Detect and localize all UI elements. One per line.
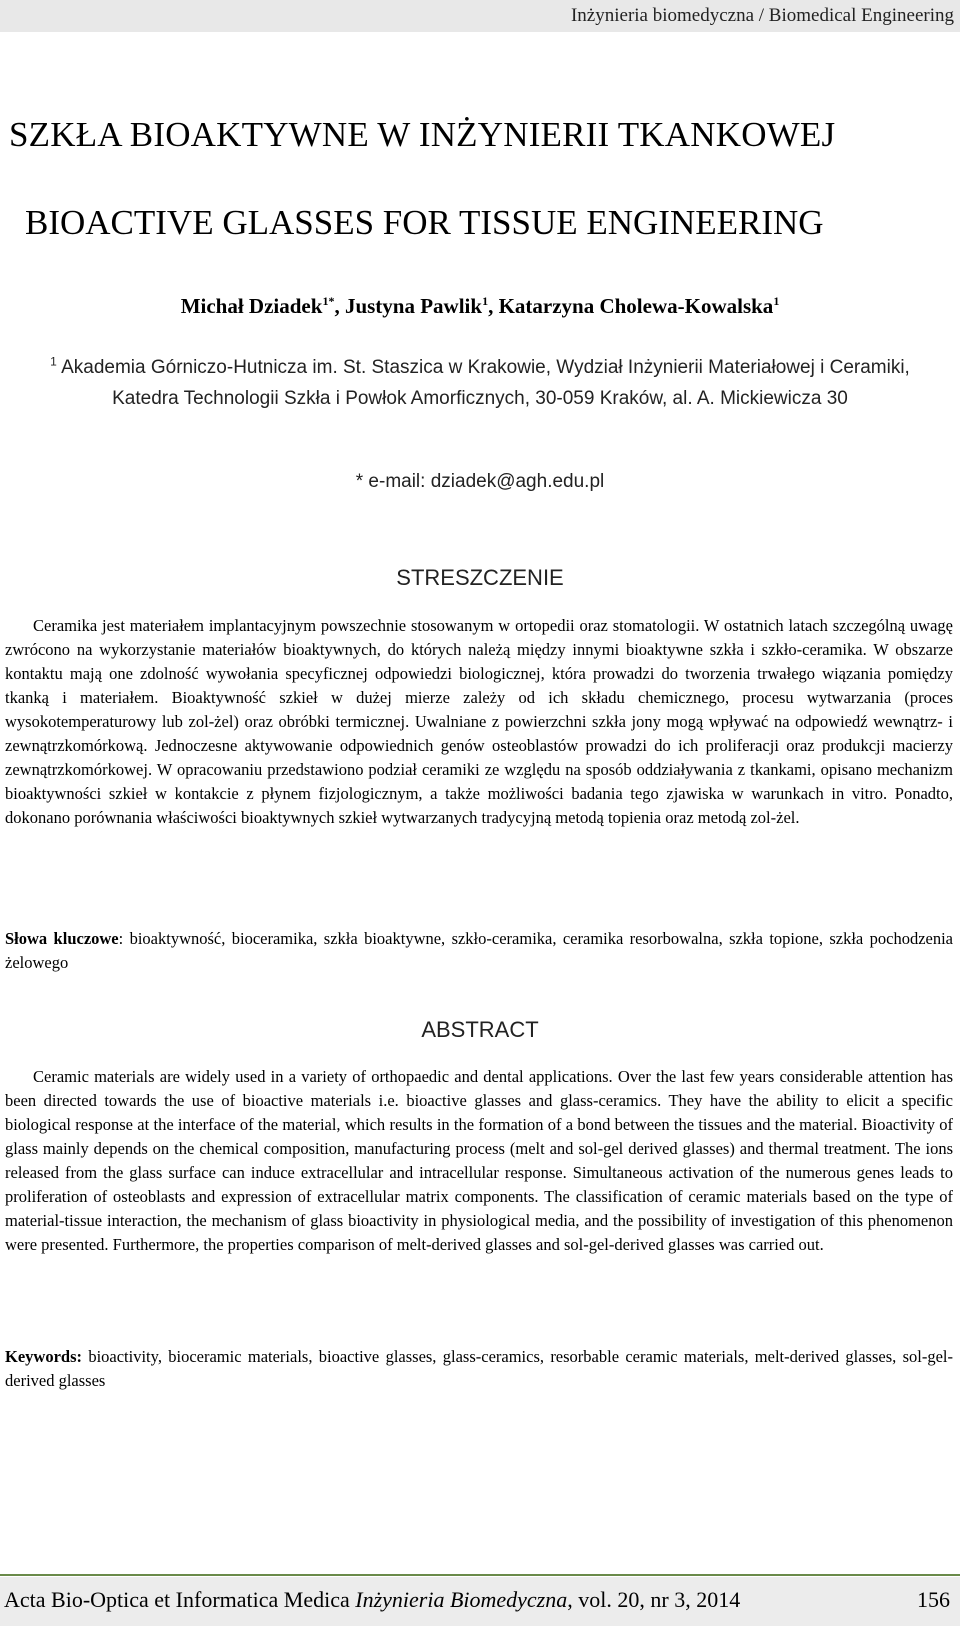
author-name: Justyna Pawlik — [344, 294, 483, 318]
affiliation — [40, 352, 920, 414]
slowa-kluczowe — [5, 927, 953, 975]
running-header-band — [0, 0, 960, 32]
author-affiliation-marker: 1* — [322, 294, 335, 308]
affiliation-text: Akademia Górniczo-Hutnicza im. St. Staszica w Krakowie, Wydział Inżynierii Materiałowej i Ceramiki, Katedra Technologii Szkła i Powłok Amorficznych, 30-059 Kraków, al. A. Mickiewicza 30 — [56, 357, 910, 409]
title-english: BIOACTIVE GLASSES FOR TISSUE ENGINEERING — [25, 203, 824, 242]
streszczenie-paragraph: Ceramika jest materiałem implantacyjnym powszechnie stosowanym w ortopedii oraz stomatologii. W ostatnich latach szczególną uwagę zwrócono na wykorzystanie materiałów bioaktywnych, do których należą między innymi bioaktywne szkła i szkło-ceramika. W obszarze kontaktu mają one zdolność wywołania specyficznej odpowiedzi biologicznej, która prowadzi do tworzenia trwałego wiązania pomiędzy tkanką i materiałem. Bioaktywność szkieł w dużej mierze zależy od ich składu chemicznego, procesu wytwarzania (proces wysokotemperaturowy lub zol-żel) oraz obróbki termicznej. Uwalniane z powierzchni szkła jony mogą wpływać na odpowiedź wewnątrz- i zewnątrzkomórkową. Jednoczesne aktywowanie odpowiednich genów osteoblastów prowadzi do ich proliferacji oraz produkcji macierzy zewnątrzkomórkowej. W opracowaniu przedstawiono podział ceramiki ze względu na sposób oddziaływania z tkankami, opisano mechanizm bioaktywności szkieł w kontakcie z płynem fizjologicznym, a także możliwości badania tego zjawiska w warunkach in vitro. Ponadto, dokonano porównania właściwości bioaktywnych szkieł wytwarzanych tradycyjną metodą topienia oraz metodą zol-żel. — [5, 616, 953, 827]
author-affiliation-marker: 1 — [773, 294, 780, 308]
running-header-title: Inżynieria biomedyczna / Biomedical Engineering — [570, 5, 954, 26]
page-number: 156 — [917, 1587, 950, 1612]
author-list — [0, 294, 960, 319]
footer-journal-italic: Inżynieria Biomedyczna — [355, 1587, 568, 1612]
author-name: Katarzyna Cholewa-Kowalska — [498, 294, 774, 318]
author-affiliation-marker: 1 — [482, 294, 489, 308]
author-separator: , — [334, 294, 345, 318]
author-separator: , — [488, 294, 499, 318]
abstract-paragraph: Ceramic materials are widely used in a variety of orthopaedic and dental applications. Over the last few years considerable attention has been directed towards the use of bioactive materials i.e. bioactive glasses and glass-ceramics. They have the ability to elicit a specific biological response at the interface of the material, which results in the formation of a bond between the tissues and the material. Bioactivity of glass mainly depends on the chemical composition, manufacturing process (melt and sol-gel derived glasses) and thermal treatment. The ions released from the glass surface can induce extracellular and intracellular response. Simultaneous activation of the numerous genes leads to proliferation of osteoblasts and expression of extracellular matrix components. The classification of ceramic materials based on the type of material-tissue interaction, the mechanism of glass bioactivity in physiological media, and the possibility of investigation of this phenomenon were presented. Furthermore, the properties comparison of melt-derived glasses and sol-gel-derived glasses was carried out. — [5, 1067, 953, 1254]
abstract-heading: ABSTRACT — [421, 1017, 539, 1042]
slowa-kluczowe-label: Słowa kluczowe — [5, 929, 119, 948]
footer-journal-citation — [4, 1587, 740, 1613]
footer-volume: , vol. 20, nr 3, 2014 — [567, 1587, 741, 1612]
footer-journal-name: Acta Bio-Optica et Informatica Medica — [4, 1587, 356, 1612]
title-polish: SZKŁA BIOAKTYWNE W INŻYNIERII TKANKOWEJ — [9, 115, 836, 154]
keywords-label: Keywords: — [5, 1347, 82, 1366]
streszczenie-heading: STRESZCZENIE — [396, 565, 564, 590]
keywords — [5, 1345, 953, 1393]
keywords-text: bioactivity, bioceramic materials, bioactive glasses, glass-ceramics, resorbable ceramic materials, melt-derived glasses, sol-gel-derived glasses — [5, 1347, 953, 1390]
slowa-kluczowe-text: : bioaktywność, bioceramika, szkła bioaktywne, szkło-ceramika, ceramika resorbowalna, szkła topione, szkła pochodzenia żelowego — [5, 929, 953, 972]
contact-email: * e-mail: dziadek@agh.edu.pl — [355, 471, 605, 492]
affiliation-marker: 1 — [50, 354, 57, 369]
footer-divider — [0, 1574, 960, 1576]
author-name: Michał Dziadek — [180, 294, 323, 318]
